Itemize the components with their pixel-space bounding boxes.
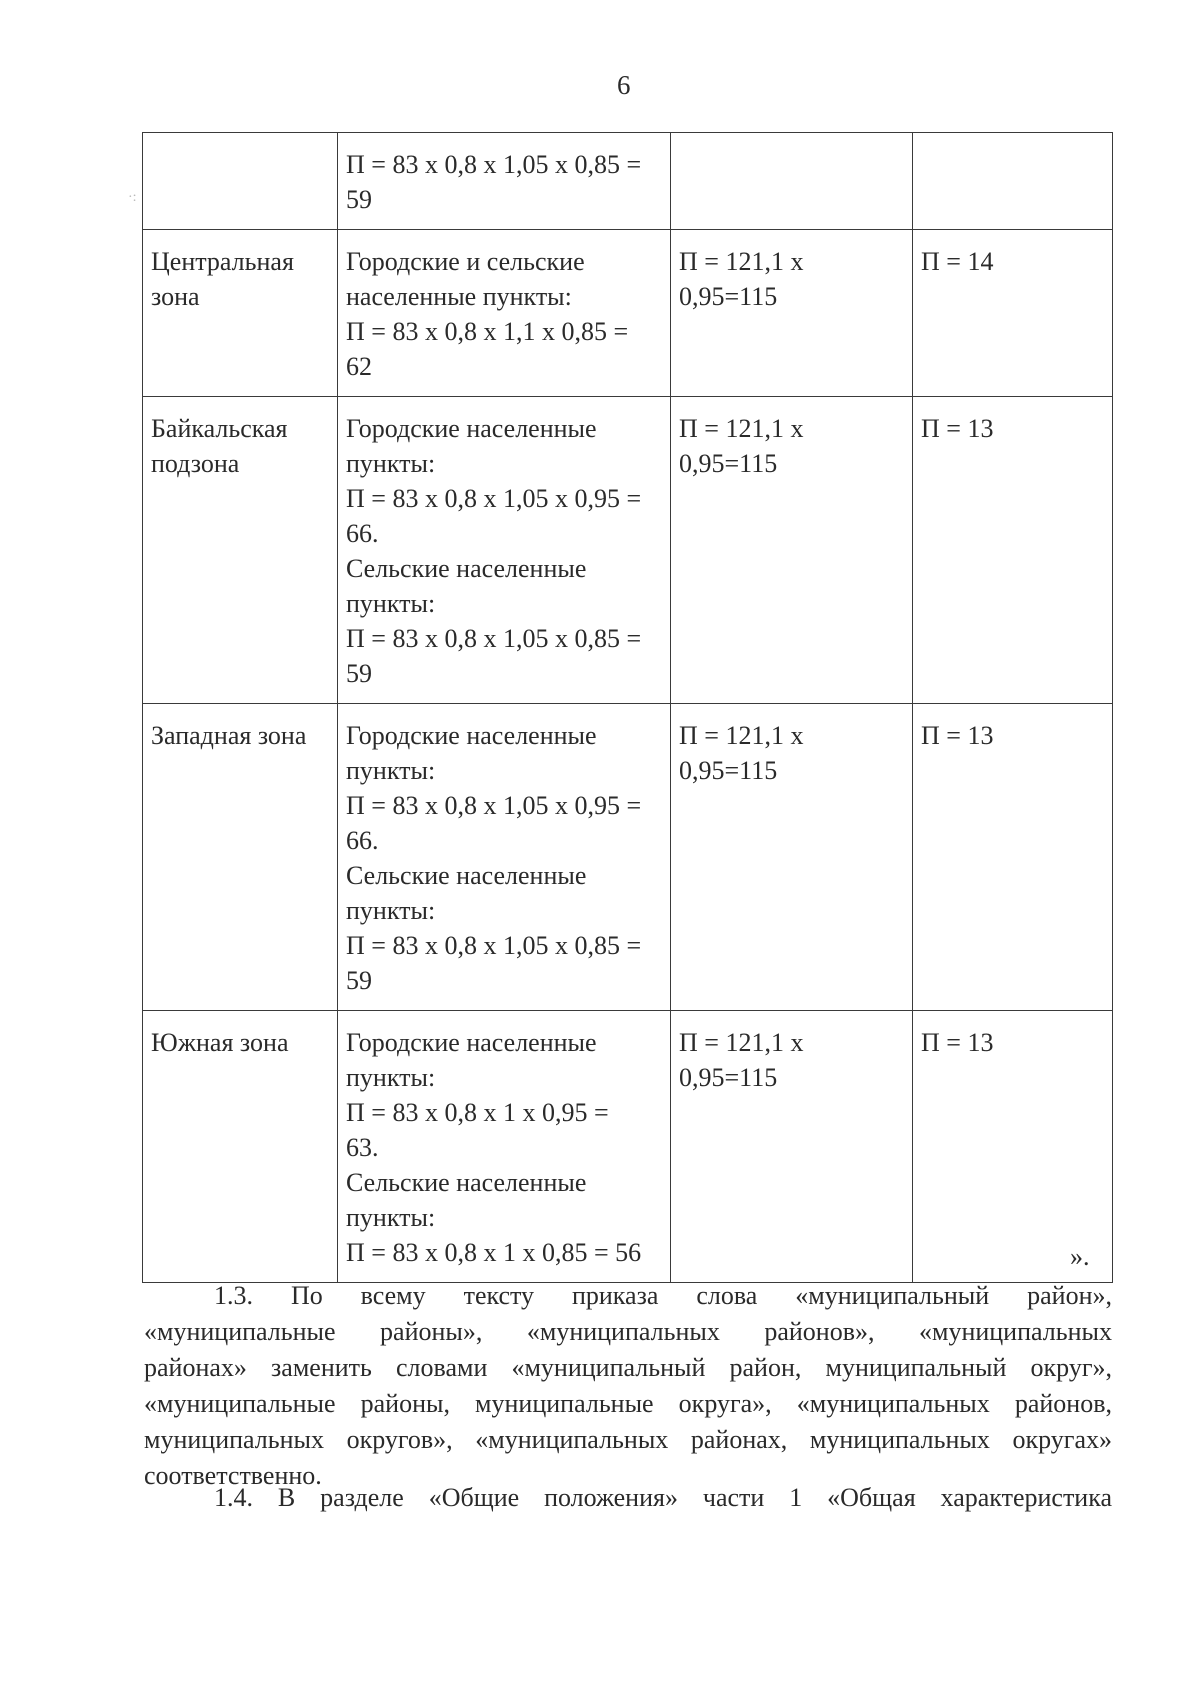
formula-cell [338,397,671,704]
value-cell [913,230,1113,397]
zone-cell [143,1011,338,1283]
value-cell [913,704,1113,1011]
cell-text-line: П = 83 х 0,8 х 1 х 0,85 = 56 [346,1238,642,1267]
paragraph-line: районах» заменить словами «муниципальный район, муниципальный округ», [144,1353,1112,1382]
scan-speck: ·: [128,190,137,205]
table-row [143,397,1113,704]
cell-text-line: пункты: [346,589,436,618]
cell-text-line: Городские населенные [346,414,597,443]
cell-text-line: П = 83 х 0,8 х 1,05 х 0,95 = [346,791,642,820]
cell-text-line: П = 83 х 0,8 х 1,05 х 0,85 = [346,150,642,179]
paragraph-1-3 [144,1278,1112,1494]
paragraph-line: муниципальных округов», «муниципальных районах, муниципальных округах» [144,1425,1112,1454]
cell-text-line: 59 [346,185,372,214]
cell-text-line: П = 83 х 0,8 х 1,1 х 0,85 = [346,317,629,346]
cell-text-line: 0,95=115 [679,282,778,311]
norm-cell [671,704,913,1011]
cell-text-line: П = 121,1 х [679,721,804,750]
cell-text-line: Сельские населенные [346,554,587,583]
cell-text-line: П = 83 х 0,8 х 1,05 х 0,85 = [346,624,642,653]
cell-text-line: 0,95=115 [679,756,778,785]
cell-text-line: Городские и сельские [346,247,585,276]
zone-cell [143,397,338,704]
page-number: 6 [617,70,631,100]
cell-text-line: П = 13 [921,414,994,443]
cell-text-line: П = 13 [921,1028,994,1057]
cell-text-line: Байкальская [151,414,288,443]
cell-text-line: Городские населенные [346,721,597,750]
zone-cell [143,230,338,397]
cell-text-line: подзона [151,449,240,478]
cell-text-line: П = 13 [921,721,994,750]
closing-quote: ». [1070,1242,1090,1271]
norm-cell [671,230,913,397]
table-row [143,704,1113,1011]
paragraph-1-4 [144,1480,1112,1516]
norm-cell [671,397,913,704]
cell-text-line: П = 83 х 0,8 х 1,05 х 0,85 = [346,931,642,960]
paragraph-line: 1.4. В разделе «Общие положения» части 1 «Общая характеристика [214,1483,1112,1512]
cell-text-line: П = 14 [921,247,994,276]
cell-text-line: П = 83 х 0,8 х 1,05 х 0,95 = [346,484,642,513]
norm-cell [671,1011,913,1283]
cell-text-line: зона [151,282,200,311]
table-row [143,230,1113,397]
table-row [143,1011,1113,1283]
zone-cell [143,133,338,230]
cell-text-line: Сельские населенные [346,861,587,890]
cell-text-line: 59 [346,966,372,995]
value-cell [913,397,1113,704]
paragraph-line: «муниципальные районы», «муниципальных районов», «муниципальных [144,1317,1112,1346]
cell-text-line: 0,95=115 [679,1063,778,1092]
cell-text-line: П = 121,1 х [679,414,804,443]
cell-text-line: П = 83 х 0,8 х 1 х 0,95 = [346,1098,609,1127]
zone-cell [143,704,338,1011]
cell-text-line: Сельские населенные [346,1168,587,1197]
formula-cell [338,1011,671,1283]
cell-text-line: Южная зона [151,1028,289,1057]
zones-table [142,132,1113,1283]
cell-text-line: П = 121,1 х [679,1028,804,1057]
cell-text-line: пункты: [346,896,436,925]
formula-cell [338,230,671,397]
paragraph-line: 1.3. По всему тексту приказа слова «муниципальный район», [214,1281,1112,1310]
cell-text-line: пункты: [346,756,436,785]
cell-text-line: Центральная [151,247,294,276]
cell-text-line: Городские населенные [346,1028,597,1057]
value-cell [913,133,1113,230]
cell-text-line: 0,95=115 [679,449,778,478]
cell-text-line: 66. [346,826,379,855]
table-row [143,133,1113,230]
paragraph-line: соответственно. [144,1461,322,1490]
cell-text-line: Западная зона [151,721,307,750]
cell-text-line: 66. [346,519,379,548]
cell-text-line: 63. [346,1133,379,1162]
cell-text-line: пункты: [346,449,436,478]
cell-text-line: пункты: [346,1203,436,1232]
paragraph-line: «муниципальные районы, муниципальные округа», «муниципальных районов, [144,1389,1112,1418]
cell-text-line: 62 [346,352,372,381]
cell-text-line: населенные пункты: [346,282,572,311]
formula-cell [338,133,671,230]
cell-text-line: пункты: [346,1063,436,1092]
norm-cell [671,133,913,230]
formula-cell [338,704,671,1011]
cell-text-line: 59 [346,659,372,688]
cell-text-line: П = 121,1 х [679,247,804,276]
